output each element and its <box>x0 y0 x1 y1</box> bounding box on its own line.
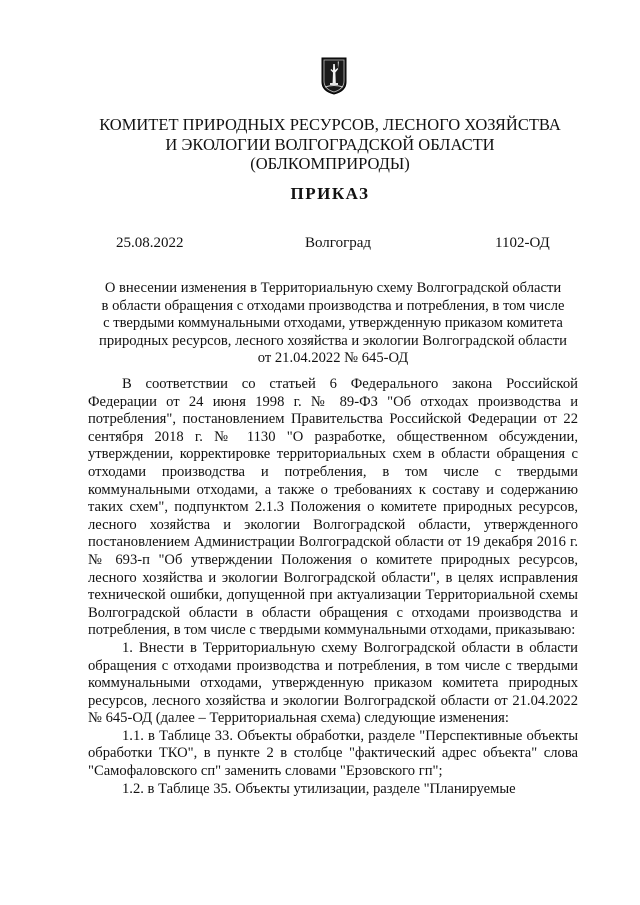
order-subject <box>88 280 578 368</box>
coat-of-arms-emblem <box>321 57 347 95</box>
order-body <box>88 376 578 798</box>
subject-line: О внесении изменения в Территориальную схему Волгоградской области <box>104 280 562 296</box>
header-line: КОМИТЕТ ПРИРОДНЫХ РЕСУРСОВ, ЛЕСНОГО ХОЗЯЙСТВА <box>99 115 561 134</box>
subject-line: с твердыми коммунальными отходами, утвержденную приказом комитета <box>103 315 563 332</box>
header-line: И ЭКОЛОГИИ ВОЛГОГРАДСКОЙ ОБЛАСТИ <box>165 134 495 154</box>
order-city: Волгоград <box>305 235 372 251</box>
subject-line: от 21.04.2022 № 645-ОД <box>257 350 409 367</box>
committee-header <box>80 115 580 174</box>
subject-line: в области обращения с отходами производства и потребления, в том числе <box>101 297 565 314</box>
order-number: 1102-ОД <box>495 235 550 251</box>
body-paragraph-item-1: 1. Внести в Территориальную схему Волгоградской области в области обращения с отходами производства и потребления, в том числе с твердыми коммунальными отходами, утвержденную приказом комитета природных ресурсов, лесного хозяйства и экологии Волгоградской области от 21.04.2022 № 645-ОД (далее – Территориальная схема) следующие изменения: <box>88 639 578 727</box>
header-line: (ОБЛКОМПРИРОДЫ) <box>250 154 410 173</box>
subject-line: природных ресурсов, лесного хозяйства и экологии Волгоградской области <box>99 332 567 349</box>
document-title: ПРИКАЗ <box>290 184 370 203</box>
body-paragraph-preamble: В соответствии со статьей 6 Федерального закона Российской Федерации от 24 июня 1998 г. № 89-ФЗ "Об отходах производства и потребления", постановлением Правительства Российской Федерации от 22 сентября 2018 г. № 1130 "О разработке, общественном обсуждении, утверждении, корректировке территориальных схем в области обращения с отходами производства и потребления, в том числе с твердыми коммунальными отходами, а также о требованиях к составу и содержанию таких схем", подпунктом 2.1.3 Положения о комитете природных ресурсов, лесного хозяйства и экологии Волгоградской области, утвержденного постановлением Администрации Волгоградской области от 19 декабря 2016 г. № 693-п "Об утверждении Положения о комитете природных ресурсов, лесного хозяйства и экологии Волгоградской области", в целях исправления технической ошибки, допущенной при актуализации Территориальной схемы Волгоградской области в области обращения с отходами производства и потребления, в том числе с твердыми коммунальными отходами, приказываю: <box>88 376 578 639</box>
body-paragraph-item-1-1: 1.1. в Таблице 33. Объекты обработки, разделе "Перспективные объекты обработки ТКО", в пункте 2 в столбце "фактический адрес объекта" слова "Самофаловского сп" заменить словами "Ерзовского гп"; <box>88 727 578 780</box>
order-date: 25.08.2022 <box>116 235 184 251</box>
body-paragraph-item-1-2: 1.2. в Таблице 35. Объекты утилизации, разделе "Планируемые <box>122 780 516 797</box>
